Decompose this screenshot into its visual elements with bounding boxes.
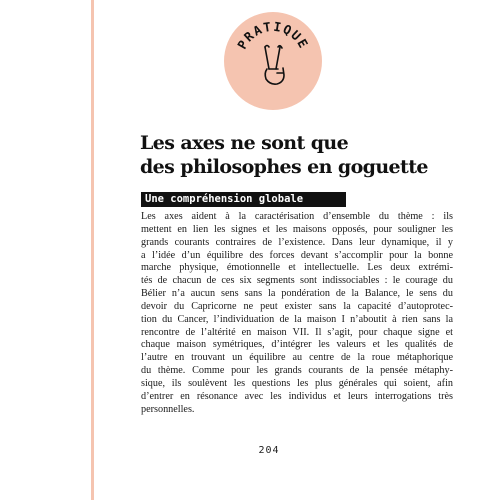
- page-title: [140, 131, 460, 179]
- body-line: marche physique, émotionnelle et intellectuelle. Les deux extrémi-: [141, 262, 453, 274]
- body-line: rencontre de l’altérité en maison VII. Il s’agit, pour chaque signe et: [141, 326, 453, 338]
- body-paragraph: [141, 211, 453, 417]
- body-line: sique, ils soulèvent les questions les plus générales qui soient, afin: [141, 377, 453, 389]
- body-line: l’autre en trouvant un équilibre au centre de la roue métaphorique: [141, 352, 453, 364]
- title-line-2: des philosophes en goguette: [140, 156, 428, 178]
- title-line-1: Les axes ne sont que: [140, 132, 349, 154]
- body-line: tion du Cancer, l’individuation de la maison I n’aboutit à rien sans la: [141, 313, 453, 325]
- badge-circle: [224, 12, 322, 110]
- body-line: d’entrer en résonance avec les individus et leurs interrogations très: [141, 390, 453, 402]
- badge-label: PRATIQUE: [234, 18, 312, 52]
- body-line: grands courants contraires de l’existence. Dans leur dynamique, il y: [141, 236, 453, 248]
- page-number: 204: [258, 445, 280, 456]
- body-line: devoir du Capricorne ne peut exister sans la capacité d’autoprotec-: [141, 300, 453, 312]
- pratique-badge: [223, 11, 323, 111]
- body-line: du thème. Comme pour les grands courants de la pensée métaphy-: [141, 365, 453, 377]
- body-line: personnelles.: [141, 403, 195, 415]
- body-line: tés de chacun de ces six segments sont indissociables : le courage du: [141, 275, 453, 287]
- page-edge-band: [91, 0, 94, 500]
- body-line: Bélier n’a aucun sens sans la pondération de la Balance, le sens du: [141, 288, 453, 300]
- body-line: Les axes aident à la caractérisation d’ensemble du thème : ils: [141, 211, 453, 222]
- body-line: chaque maison symétriques, d’intégrer les valeurs et les qualités de: [141, 339, 453, 351]
- body-line: mettent en lien les signes et les maisons opposés, pour souligner les: [141, 223, 453, 235]
- body-line: a l’idée d’un équilibre des forces devant s’accomplir pour la bonne: [141, 249, 453, 261]
- section-label: Une compréhension globale: [141, 192, 346, 207]
